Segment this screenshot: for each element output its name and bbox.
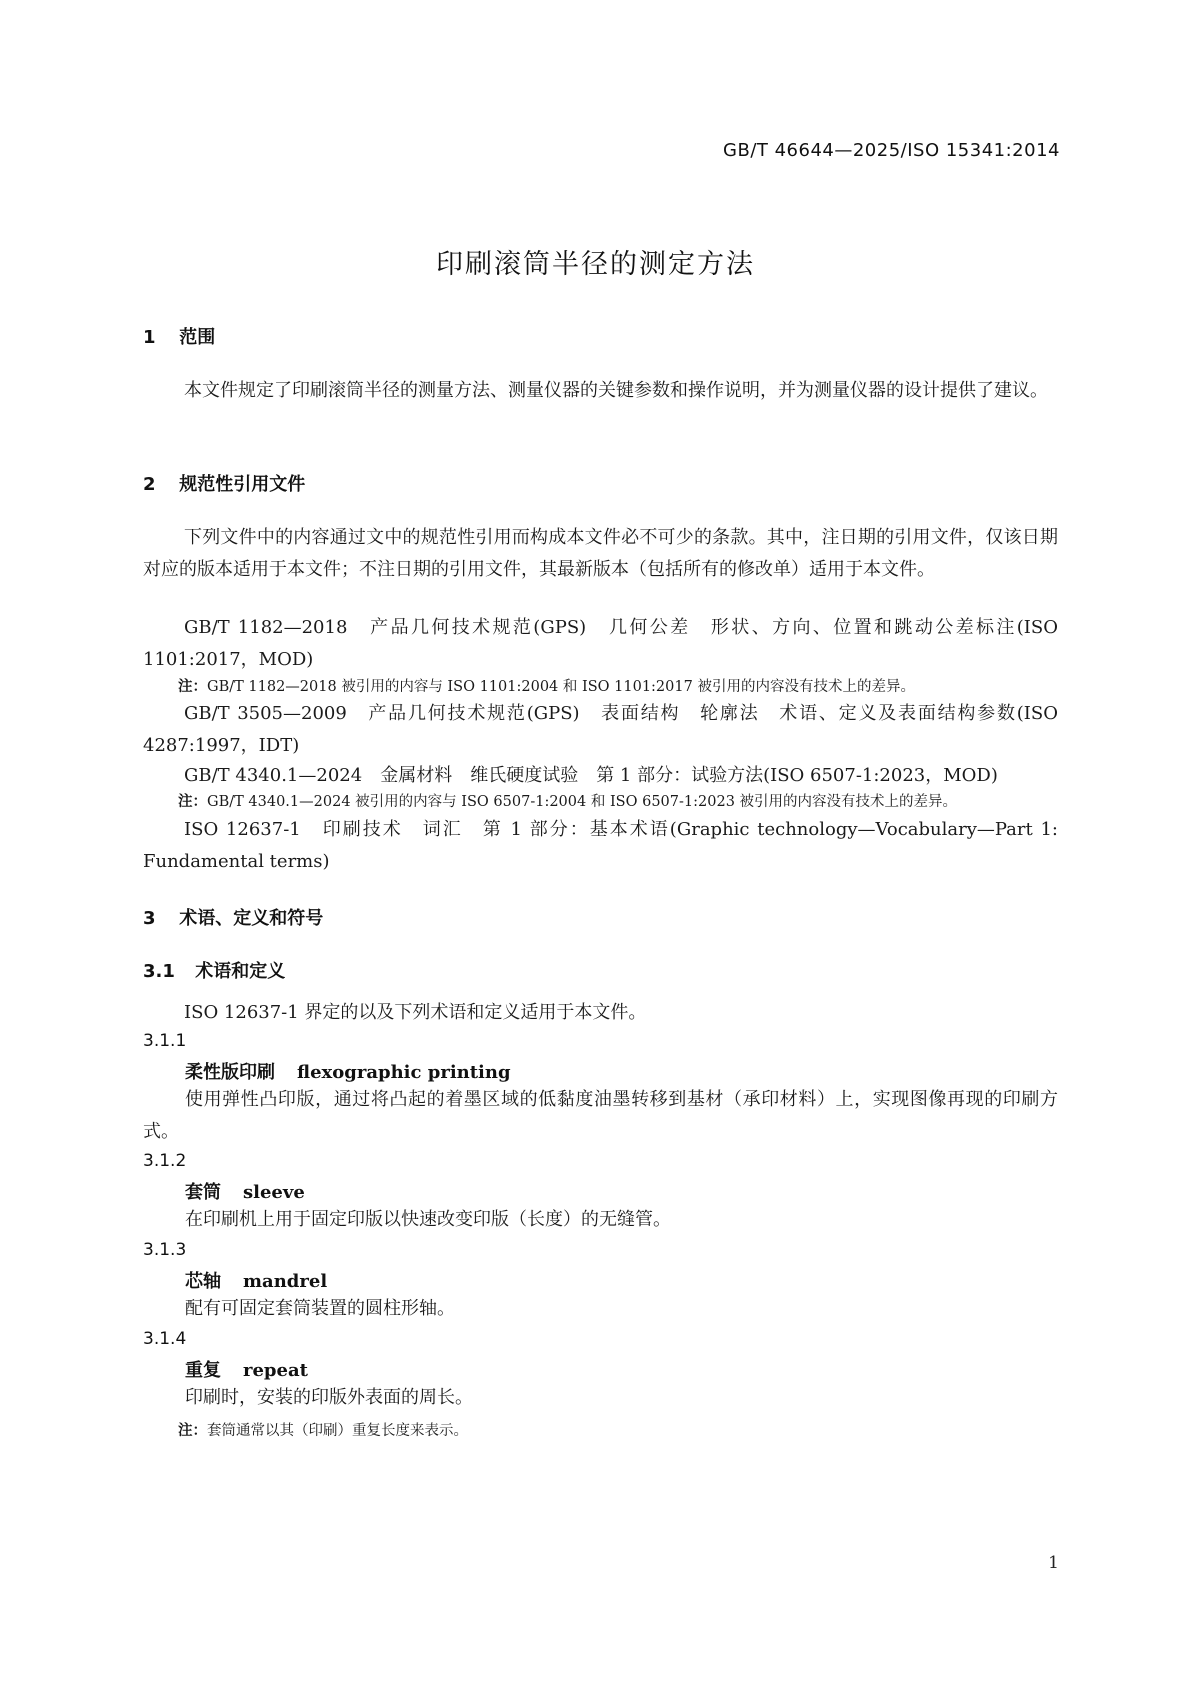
term-chinese: 芯轴 [185,1271,221,1292]
note-text: 套筒通常以其（印刷）重复长度来表示。 [207,1423,468,1439]
page-number: 1 [1048,1553,1059,1573]
term-number: 3.1.4 [143,1329,187,1349]
term-name [185,1058,511,1084]
term-definition: 配有可固定套筒装置的圆柱形轴。 [185,1298,455,1319]
term-english: repeat [243,1360,308,1381]
term-name [185,1178,305,1204]
section-number: 1 [143,327,156,348]
note-text: GB/T 4340.1—2024 被引用的内容与 ISO 6507-1:2004 和 ISO 6507-1:2023 被引用的内容没有技术上的差异。 [207,794,958,810]
term-definition: 印刷时，安装的印版外表面的周长。 [185,1387,473,1408]
section-number: 3.1 [143,961,175,982]
section-3-1-heading [143,957,285,983]
normative-references-intro: 下列文件中的内容通过文中的规范性引用而构成本文件必不可少的条款。其中，注日期的引用文件，仅该日期对应的版本适用于本文件；不注日期的引用文件，其最新版本（包括所有的修改单）适用于本文件。 [143,527,1058,580]
term-definition: 使用弹性凸印版，通过将凸起的着墨区域的低黏度油墨转移到基材（承印材料）上，实现图像再现的印刷方式。 [143,1089,1058,1142]
term-english: flexographic printing [297,1062,511,1083]
note-label: 注： [178,1423,207,1439]
reference-note-2 [178,791,1058,813]
note-label: 注： [178,679,207,695]
term-english: mandrel [243,1271,328,1292]
term-chinese: 重复 [185,1360,221,1381]
section-title: 规范性引用文件 [179,474,306,495]
section-1-heading [143,323,215,349]
reference-gbt-3505: GB/T 3505—2009 产品几何技术规范(GPS) 表面结构 轮廓法 术语、定义及表面结构参数(ISO 4287:1997，IDT) [143,703,1058,756]
reference-iso-12637: ISO 12637-1 印刷技术 词汇 第 1 部分：基本术语(Graphic technology—Vocabulary—Part 1: Fundamental terms) [143,819,1058,872]
section-title: 术语和定义 [195,961,286,982]
term-english: sleeve [243,1182,305,1203]
reference-note-1 [178,676,1058,698]
section-number: 2 [143,474,156,495]
term-note [178,1420,1058,1442]
section-3-heading [143,904,323,930]
term-number: 3.1.1 [143,1031,187,1051]
term-name [185,1356,308,1382]
section-title: 范围 [179,327,216,348]
term-definition: 在印刷机上用于固定印版以快速改变印版（长度）的无缝管。 [185,1209,671,1230]
standard-code: GB/T 46644—2025/ISO 15341:2014 [723,140,1060,161]
term-number: 3.1.3 [143,1240,187,1260]
term-chinese: 套筒 [185,1182,221,1203]
note-label: 注： [178,794,207,810]
term-number: 3.1.2 [143,1151,187,1171]
note-text: GB/T 1182—2018 被引用的内容与 ISO 1101:2004 和 ISO 1101:2017 被引用的内容没有技术上的差异。 [207,679,915,695]
document-title: 印刷滚筒半径的测定方法 [436,249,755,280]
section-title: 术语、定义和符号 [179,908,324,929]
section-number: 3 [143,908,156,929]
term-chinese: 柔性版印刷 [185,1062,275,1083]
reference-gbt-4340: GB/T 4340.1—2024 金属材料 维氏硬度试验 第 1 部分：试验方法(ISO 6507-1:2023，MOD) [184,765,998,786]
scope-paragraph: 本文件规定了印刷滚筒半径的测量方法、测量仪器的关键参数和操作说明，并为测量仪器的设计提供了建议。 [184,380,1048,401]
term-name [185,1267,327,1293]
terms-intro: ISO 12637-1 界定的以及下列术语和定义适用于本文件。 [184,1002,647,1023]
reference-gbt-1182: GB/T 1182—2018 产品几何技术规范(GPS) 几何公差 形状、方向、位置和跳动公差标注(ISO 1101:2017，MOD) [143,617,1058,670]
section-2-heading [143,470,305,496]
